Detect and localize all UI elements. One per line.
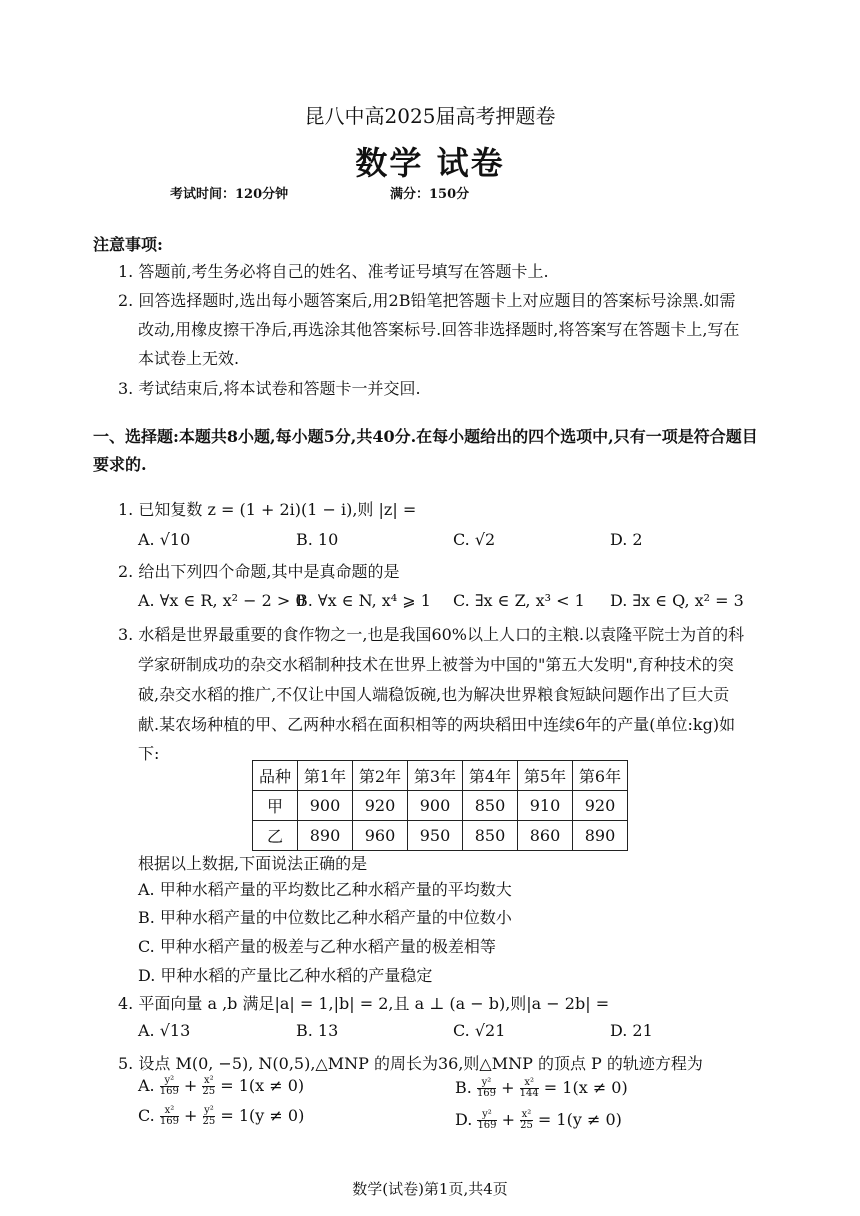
fraction-numerator: y² [204, 1105, 214, 1116]
fraction-denominator: 169 [159, 1116, 179, 1127]
school-title: 昆八中高2025届高考押题卷 [304, 104, 556, 128]
note-item: 1. 答题前,考生务必将自己的姓名、准考证号填写在答题卡上. [118, 262, 549, 281]
section-heading: 一、选择题:本题共8小题,每小题5分,共40分.在每小题给出的四个选项中,只有一项是符合题目 [93, 427, 758, 446]
question-5-stem: 5. 设点 M(0, −5), N(0,5),△MNP 的周长为36,则△MNP 的顶点 P 的轨迹方程为 [118, 1054, 703, 1073]
option-label: C. [138, 1106, 155, 1125]
fraction-numerator: x² [520, 1078, 539, 1089]
table-cell: 900 [408, 791, 463, 821]
note-item: 改动,用橡皮擦干净后,再选涂其他答案标号.回答非选择题时,将答案写在答题卡上,写在 [138, 320, 740, 339]
question-2-stem: 2. 给出下列四个命题,其中是真命题的是 [118, 562, 400, 581]
question-4-stem: 4. 平面向量 a ,b 满足|a| = 1,|b| = 2,且 a ⊥ (a − b),则|a − 2b| = [118, 994, 610, 1013]
table-header-row [253, 761, 628, 791]
fraction [520, 1078, 539, 1099]
table-header-cell: 第2年 [353, 761, 408, 791]
note-item: 2. 回答选择题时,选出每小题答案后,用2B铅笔把答题卡上对应题目的答案标号涂黑.如需 [118, 291, 736, 310]
q2-option-d: D. ∃x ∈ Q, x² = 3 [610, 591, 744, 610]
table-cell: 850 [463, 791, 518, 821]
question-3-line: 献.某农场种植的甲、乙两种水稻在面积相等的两块稻田中连续6年的产量(单位:kg)如 [138, 715, 736, 734]
q3-option-b: B. 甲种水稻产量的中位数比乙种水稻产量的中位数小 [138, 908, 512, 927]
table-cell: 860 [518, 821, 573, 851]
q5-option-d: D. $\frac{\text{y²}}{169}$ + $\frac{\text{x²}}{25}$ = 1(y ≠ 0) [455, 1109, 622, 1131]
note-item: 3. 考试结束后,将本试卷和答题卡一并交回. [118, 379, 421, 398]
equation-rest: = 1(y ≠ 0) [215, 1106, 305, 1125]
fraction-denominator: 169 [159, 1086, 179, 1097]
fraction [477, 1078, 496, 1099]
q4-option-d: D. 21 [610, 1021, 653, 1040]
fraction-numerator: y² [477, 1078, 496, 1089]
option-label: A. [138, 1076, 155, 1095]
table-cell: 890 [298, 821, 353, 851]
exam-time: 考试时间：120分钟 [170, 187, 289, 202]
yield-table [252, 760, 628, 851]
table-header-cell: 品种 [253, 761, 298, 791]
table-header-cell: 第5年 [518, 761, 573, 791]
option-label: B. [455, 1078, 472, 1097]
table-row [253, 791, 628, 821]
fraction [477, 1110, 496, 1131]
q2-option-c: C. ∃x ∈ Z, x³ < 1 [453, 591, 585, 610]
fraction-numerator: y² [160, 1076, 179, 1087]
question-3-prompt: 根据以上数据,下面说法正确的是 [138, 854, 368, 873]
q1-option-d: D. 2 [610, 530, 643, 549]
q5-option-c: C. $\frac{\text{x²}}{169}$ + $\frac{\text{y²}}{25}$ = 1(y ≠ 0) [138, 1105, 305, 1127]
fraction-denominator: 169 [477, 1120, 497, 1131]
equation-rest: = 1(x ≠ 0) [215, 1076, 305, 1095]
q4-option-b: B. 13 [296, 1021, 339, 1040]
question-3-line: 破,杂交水稻的推广,不仅让中国人端稳饭碗,也为解决世界粮食短缺问题作出了巨大贡 [138, 685, 730, 704]
table-cell: 960 [353, 821, 408, 851]
equation-rest: = 1(x ≠ 0) [538, 1078, 628, 1097]
fraction-denominator: 25 [202, 1116, 216, 1127]
q1-option-a: A. √10 [138, 530, 191, 549]
q1-option-b: B. 10 [296, 530, 339, 549]
q1-option-c: C. √2 [453, 530, 496, 549]
q3-option-d: D. 甲种水稻的产量比乙种水稻的产量稳定 [138, 966, 433, 985]
section-heading-cont: 要求的. [93, 455, 147, 474]
table-header-cell: 第6年 [573, 761, 628, 791]
question-3-line: 学家研制成功的杂交水稻制种技术在世界上被誉为中国的"第五大发明",育种技术的突 [138, 655, 734, 674]
table-cell: 乙 [253, 821, 298, 851]
q5-option-a: A. $\frac{\text{y²}}{169}$ + $\frac{\text{x²}}{25}$ = 1(x ≠ 0) [138, 1075, 305, 1097]
fraction [202, 1076, 215, 1097]
fraction [520, 1110, 533, 1131]
q4-option-a: A. √13 [138, 1021, 191, 1040]
exam-title: 数学 试卷 [355, 144, 505, 182]
fraction-numerator: x² [160, 1106, 179, 1117]
fraction [203, 1106, 216, 1127]
table-cell: 890 [573, 821, 628, 851]
table-cell: 900 [298, 791, 353, 821]
question-3-line: 3. 水稻是世界最重要的食作物之一,也是我国60%以上人口的主粮.以袁隆平院士为首的科 [118, 625, 745, 644]
fraction-denominator: 169 [476, 1088, 497, 1099]
question-1-stem: 1. 已知复数 z = (1 + 2i)(1 − i),则 |z| = [118, 500, 417, 519]
notes-heading: 注意事项: [93, 235, 163, 254]
note-item: 本试卷上无效. [138, 349, 240, 368]
fraction-denominator: 25 [520, 1120, 533, 1131]
table-cell: 920 [353, 791, 408, 821]
fraction-numerator: x² [203, 1075, 214, 1086]
question-3-line: 下: [138, 744, 160, 763]
q5-option-b: B. $\frac{\text{y²}}{169}$ + $\frac{\text{x²}}{144}$ = 1(x ≠ 0) [455, 1077, 628, 1099]
fraction-numerator: x² [521, 1109, 532, 1120]
q4-option-c: C. √21 [453, 1021, 506, 1040]
fraction [160, 1106, 179, 1127]
table-header-cell: 第3年 [408, 761, 463, 791]
table-cell: 910 [518, 791, 573, 821]
full-score: 满分：150分 [390, 187, 470, 202]
equation-rest: = 1(y ≠ 0) [532, 1110, 622, 1129]
table-header-cell: 第4年 [463, 761, 518, 791]
fraction [160, 1076, 179, 1097]
table-header-cell: 第1年 [298, 761, 353, 791]
option-label: D. [455, 1110, 473, 1129]
fraction-denominator: 144 [519, 1088, 539, 1099]
q2-option-a: A. ∀x ∈ R, x² − 2 > 0 [138, 591, 306, 610]
table-cell: 甲 [253, 791, 298, 821]
table-cell: 850 [463, 821, 518, 851]
table-row [253, 821, 628, 851]
table-cell: 920 [573, 791, 628, 821]
page-footer: 数学(试卷)第1页,共4页 [352, 1180, 508, 1198]
q2-option-b: B. ∀x ∈ N, x⁴ ⩾ 1 [296, 591, 431, 610]
q3-option-c: C. 甲种水稻产量的极差与乙种水稻产量的极差相等 [138, 937, 496, 956]
q3-option-a: A. 甲种水稻产量的平均数比乙种水稻产量的平均数大 [138, 880, 512, 899]
fraction-denominator: 25 [202, 1086, 216, 1097]
fraction-numerator: y² [477, 1110, 496, 1121]
table-cell: 950 [408, 821, 463, 851]
